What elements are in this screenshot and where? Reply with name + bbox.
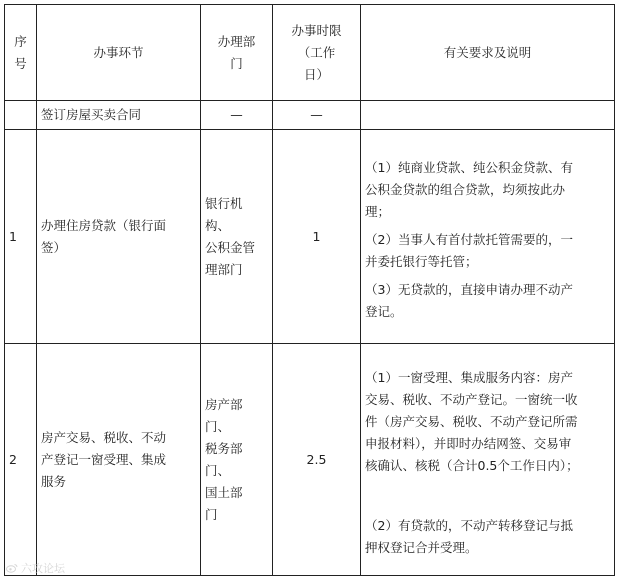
header-row — [5, 5, 615, 101]
procedure-table — [4, 4, 615, 576]
row-seq: 1 — [5, 130, 37, 344]
row-dept: 银行机 构、 公积金管 理部门 — [201, 130, 273, 344]
watermark — [6, 560, 65, 576]
header-seq: 序 号 — [5, 5, 37, 101]
header-dept: 办理部 门 — [201, 5, 273, 101]
spacer — [365, 483, 610, 509]
row-dept: — — [201, 101, 273, 130]
row-limit: 1 — [273, 130, 361, 344]
table-row — [5, 101, 615, 130]
row-notes — [361, 101, 615, 130]
watermark-text: 六攻论坛 — [21, 562, 65, 575]
row-step: 签订房屋买卖合同 — [37, 101, 201, 130]
header-notes: 有关要求及说明 — [361, 5, 615, 101]
row-notes: （1）纯商业贷款、纯公积金贷款、有 公积金贷款的组合贷款，均须按此办 理； （2）当事人有首付款托管需要的，一 并委托银行等托管； （3）无贷款的，直接申请办理不动产 登记。 — [361, 130, 615, 344]
row-limit: 2.5 — [273, 344, 361, 576]
row-step: 房产交易、税收、不动 产登记一窗受理、集成 服务 — [37, 344, 201, 576]
weibo-icon — [6, 563, 18, 573]
row-limit: — — [273, 101, 361, 130]
row-dept: 房产部 门、 税务部 门、 国土部 门 — [201, 344, 273, 576]
table-row — [5, 130, 615, 344]
table-row — [5, 344, 615, 576]
header-limit: 办事时限 （工作 日） — [273, 5, 361, 101]
row-notes: （1）一窗受理、集成服务内容：房产 交易、税收、不动产登记。一窗统一收 件（房产交易、税收、不动产登记所需 申报材料），并即时办结网签、交易审 核确认、核税（合计0.5个工作日内）； （2）有贷款的，不动产转移登记与抵 押权登记合并受理。 — [361, 344, 615, 576]
row-step: 办理住房贷款（银行面 签） — [37, 130, 201, 344]
row-seq — [5, 101, 37, 130]
header-step: 办事环节 — [37, 5, 201, 101]
row-seq: 2 — [5, 344, 37, 576]
